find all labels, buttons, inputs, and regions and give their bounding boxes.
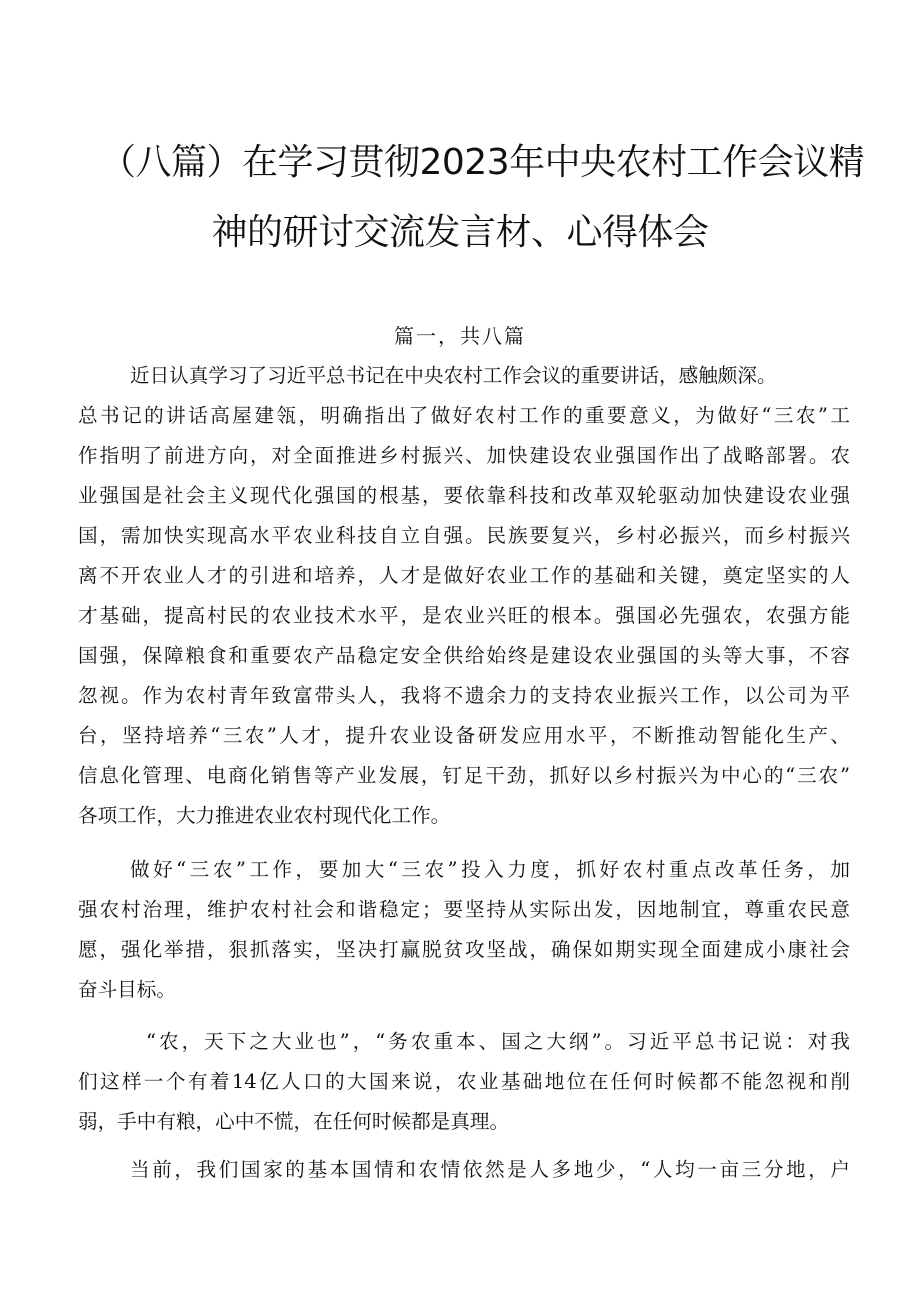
paragraph-line: 业强国是社会主义现代化强国的根基，要依靠科技和改革双轮驱动加快建设农业强 — [78, 484, 850, 507]
paragraph-line: 做好“三农”工作，要加大“三农”投入力度，抓好农村重点改革任务，加 — [130, 858, 850, 881]
paragraph-line: 台，坚持培养“三农”人才，提升农业设备研发应用水平，不断推动智能化生产、 — [78, 724, 850, 747]
paragraph-line: 作指明了前进方向，对全面推进乡村振兴、加快建设农业强国作出了战略部署。农 — [78, 444, 850, 467]
paragraph-line: 近日认真学习了习近平总书记在中央农村工作会议的重要讲话，感触颇深。 — [130, 364, 777, 387]
paragraph-line: 国强，保障粮食和重要农产品稳定安全供给始终是建设农业强国的头等大事，不容 — [78, 644, 850, 667]
paragraph-line: 离不开农业人才的引进和培养，人才是做好农业工作的基础和关键，奠定坚实的人 — [78, 564, 850, 587]
paragraph-line: 当前，我们国家的基本国情和农情依然是人多地少，“人均一亩三分地，户 — [130, 1158, 850, 1181]
section-heading: 篇一，共八篇 — [394, 324, 526, 348]
paragraph-line: 愿，强化举措，狠抓落实，坚决打赢脱贫攻坚战，确保如期实现全面建成小康社会 — [78, 938, 850, 961]
paragraph-line: 国，需加快实现高水平农业科技自立自强。民族要复兴，乡村必振兴，而乡村振兴 — [78, 524, 850, 547]
paragraph-line: 各项工作，大力推进农业农村现代化工作。 — [78, 804, 451, 827]
document-title-line-2: 神的研讨交流发言材、心得体会 — [211, 212, 709, 253]
paragraph-line: 们这样一个有着14亿人口的大国来说，农业基础地位在任何时候都不能忽视和削 — [78, 1070, 850, 1093]
paragraph-line: 信息化管理、电商化销售等产业发展，钉足干劲，抓好以乡村振兴为中心的“三农” — [78, 764, 850, 787]
paragraph-line: 强农村治理，维护农村社会和谐稳定；要坚持从实际出发，因地制宜，尊重农民意 — [78, 898, 850, 921]
paragraph-line: 弱，手中有粮，心中不慌，在任何时候都是真理。 — [78, 1110, 510, 1133]
paragraph-line: “农，天下之大业也”，“务农重本、国之大纲”。习近平总书记说：对我 — [146, 1030, 850, 1053]
document-title-line-1: （八篇）在学习贯彻2023年中央农村工作会议精 — [100, 142, 865, 183]
paragraph-line: 忽视。作为农村青年致富带头人，我将不遗余力的支持农业振兴工作，以公司为平 — [78, 684, 850, 707]
paragraph-line: 总书记的讲话高屋建瓴，明确指出了做好农村工作的重要意义，为做好“三农”工 — [78, 404, 850, 427]
paragraph-line: 奋斗目标。 — [78, 978, 176, 1001]
paragraph-line: 才基础，提高村民的农业技术水平，是农业兴旺的根本。强国必先强农，农强方能 — [78, 604, 850, 627]
